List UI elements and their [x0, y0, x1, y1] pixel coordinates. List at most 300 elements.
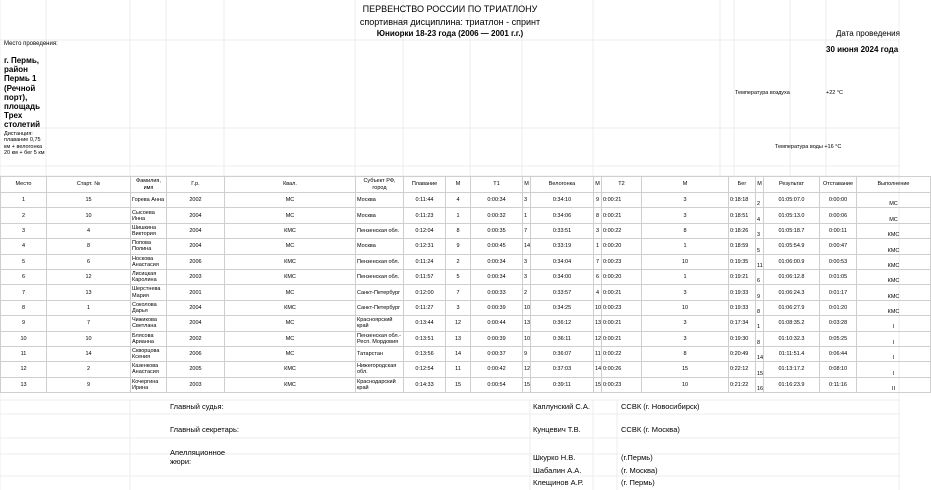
results-table [0, 176, 931, 393]
cell-swim-time: 0:14:33 [404, 377, 446, 392]
cell-gap-time: 0:06:44 [820, 346, 857, 361]
cell-rank-achieved: КМС [857, 239, 931, 254]
cell-bike-rank: 6 [594, 269, 602, 284]
cell-t1-time: 0:00:35 [471, 223, 523, 238]
table-row [1, 300, 931, 315]
discipline-subtitle: спортивная дисциплина: триатлон - спринт [359, 17, 541, 27]
table-row [1, 362, 931, 377]
cell-swim-time: 0:12:04 [404, 223, 446, 238]
cell-athlete-name: Соколова Дарья [131, 300, 167, 315]
cell-qualification: КМС [225, 300, 356, 315]
cell-birth-year: 2004 [167, 208, 225, 223]
cell-bike-rank: 11 [594, 346, 602, 361]
cell-swim-rank: 1 [446, 208, 471, 223]
cell-start-number: 10 [47, 331, 131, 346]
chief-judge-label: Главный судья: [170, 402, 224, 411]
cell-place: 7 [1, 285, 47, 300]
water-temp: Температура воды +16 °С [775, 144, 842, 150]
column-header-t2-time: Т2 [602, 177, 642, 193]
table-row [1, 331, 931, 346]
air-temp-value: +22 °С [826, 90, 844, 96]
cell-gap-time: 0:11:16 [820, 377, 857, 392]
cell-t2-rank: 3 [642, 193, 729, 208]
cell-t1-time: 0:00:34 [471, 254, 523, 269]
jury-member-city: (г. Москва) [621, 466, 658, 475]
cell-t1-rank: 7 [523, 223, 531, 238]
cell-rank-achieved: КМС [857, 254, 931, 269]
cell-qualification: КМС [225, 269, 356, 284]
cell-run-rank: 2 [756, 193, 764, 208]
cell-start-number: 10 [47, 208, 131, 223]
cell-bike-rank: 1 [594, 239, 602, 254]
table-header-row [1, 177, 931, 193]
cell-start-number: 2 [47, 362, 131, 377]
venue-name: г. Пермь, район Пермь 1 (Речной порт), площадь Трех столетий [4, 56, 41, 130]
cell-t2-time: 0:00:22 [602, 223, 642, 238]
chief-judge-category: ССВК (г. Новосибирск) [621, 402, 700, 411]
cell-run-rank: 1 [756, 316, 764, 331]
cell-athlete-name: Сысоева Инна [131, 208, 167, 223]
cell-region: Пензенская обл. [356, 269, 404, 284]
cell-swim-time: 0:11:27 [404, 300, 446, 315]
cell-swim-rank: 4 [446, 193, 471, 208]
cell-run-time: 0:21:22 [729, 377, 756, 392]
cell-birth-year: 2002 [167, 193, 225, 208]
cell-t1-time: 0:00:54 [471, 377, 523, 392]
cell-bike-time: 0:33:19 [531, 239, 594, 254]
cell-t2-time: 0:00:26 [602, 362, 642, 377]
cell-swim-rank: 3 [446, 300, 471, 315]
cell-run-time: 0:18:18 [729, 193, 756, 208]
cell-birth-year: 2002 [167, 331, 225, 346]
cell-birth-year: 2004 [167, 300, 225, 315]
distance-info: Дистанция: плавание 0,75 км + велогонка 20 км + бег 5 км [4, 131, 45, 156]
cell-t1-rank: 10 [523, 300, 531, 315]
cell-t1-rank: 9 [523, 346, 531, 361]
cell-result-time: 01:06:24.3 [764, 285, 820, 300]
cell-place: 10 [1, 331, 47, 346]
cell-t2-rank: 8 [642, 346, 729, 361]
cell-bike-time: 0:33:57 [531, 285, 594, 300]
cell-athlete-name: Попова Полина [131, 239, 167, 254]
cell-qualification: КМС [225, 254, 356, 269]
cell-swim-rank: 15 [446, 377, 471, 392]
cell-bike-rank: 15 [594, 377, 602, 392]
cell-t2-time: 0:00:21 [602, 193, 642, 208]
column-header-gap-time: Отставание [820, 177, 857, 193]
cell-swim-time: 0:11:44 [404, 193, 446, 208]
cell-run-time: 0:19:30 [729, 331, 756, 346]
cell-run-rank: 9 [756, 285, 764, 300]
cell-start-number: 6 [47, 254, 131, 269]
cell-run-time: 0:19:35 [729, 254, 756, 269]
cell-bike-rank: 13 [594, 316, 602, 331]
cell-rank-achieved: МС [857, 193, 931, 208]
cell-t1-rank: 3 [523, 193, 531, 208]
jury-label: Апелляционное жюри: [170, 448, 226, 466]
cell-result-time: 01:10:32.3 [764, 331, 820, 346]
cell-t2-rank: 3 [642, 331, 729, 346]
cell-qualification: МС [225, 193, 356, 208]
cell-rank-achieved: КМС [857, 223, 931, 238]
cell-run-time: 0:18:59 [729, 239, 756, 254]
cell-swim-time: 0:12:00 [404, 285, 446, 300]
cell-qualification: МС [225, 346, 356, 361]
cell-region: Санкт-Петербург [356, 285, 404, 300]
cell-bike-rank: 9 [594, 193, 602, 208]
cell-qualification: МС [225, 316, 356, 331]
cell-result-time: 01:05:13.0 [764, 208, 820, 223]
cell-t2-time: 0:00:22 [602, 346, 642, 361]
cell-start-number: 15 [47, 193, 131, 208]
cell-swim-rank: 13 [446, 331, 471, 346]
cell-bike-time: 0:36:11 [531, 331, 594, 346]
cell-bike-time: 0:34:10 [531, 193, 594, 208]
cell-athlete-name: Шерстнева Мария [131, 285, 167, 300]
cell-birth-year: 2003 [167, 377, 225, 392]
table-body [1, 193, 931, 393]
cell-t2-rank: 10 [642, 377, 729, 392]
cell-result-time: 01:11:51.4 [764, 346, 820, 361]
cell-t2-rank: 15 [642, 362, 729, 377]
column-header-t1-time: Т1 [471, 177, 523, 193]
cell-t1-time: 0:00:45 [471, 239, 523, 254]
cell-run-time: 0:19:33 [729, 300, 756, 315]
cell-swim-time: 0:13:44 [404, 316, 446, 331]
cell-t1-rank: 15 [523, 377, 531, 392]
table-row [1, 223, 931, 238]
jury-member-city: (г. Пермь) [621, 478, 655, 487]
cell-gap-time: 0:01:20 [820, 300, 857, 315]
cell-place: 9 [1, 316, 47, 331]
cell-run-rank: 14 [756, 346, 764, 361]
jury-member-name: Клещинов А.Р. [533, 478, 584, 487]
cell-qualification: КМС [225, 377, 356, 392]
cell-gap-time: 0:08:10 [820, 362, 857, 377]
cell-result-time: 01:08:35.2 [764, 316, 820, 331]
cell-bike-time: 0:36:12 [531, 316, 594, 331]
cell-place: 2 [1, 208, 47, 223]
cell-bike-time: 0:36:07 [531, 346, 594, 361]
cell-t1-time: 0:00:34 [471, 269, 523, 284]
cell-rank-achieved: КМС [857, 300, 931, 315]
table-row [1, 285, 931, 300]
cell-run-time: 0:22:12 [729, 362, 756, 377]
cell-athlete-name: Скворцова Ксения [131, 346, 167, 361]
cell-region: Пензенская обл. [356, 223, 404, 238]
cell-t1-time: 0:00:39 [471, 331, 523, 346]
cell-gap-time: 0:00:47 [820, 239, 857, 254]
cell-t2-time: 0:00:23 [602, 254, 642, 269]
cell-athlete-name: Казенкова Анастасия [131, 362, 167, 377]
cell-region: Пензенская обл. [356, 254, 404, 269]
cell-t2-rank: 1 [642, 239, 729, 254]
cell-swim-time: 0:12:31 [404, 239, 446, 254]
cell-run-rank: 6 [756, 269, 764, 284]
cell-rank-achieved: КМС [857, 269, 931, 284]
cell-t1-rank: 13 [523, 316, 531, 331]
cell-qualification: КМС [225, 223, 356, 238]
cell-start-number: 9 [47, 377, 131, 392]
column-header-qualification: Квал. [225, 177, 356, 193]
cell-swim-time: 0:12:54 [404, 362, 446, 377]
cell-t2-rank: 10 [642, 254, 729, 269]
chief-secretary-category: ССВК (г. Москва) [621, 425, 680, 434]
chief-secretary-label: Главный секретарь: [170, 425, 239, 434]
cell-result-time: 01:05:18.7 [764, 223, 820, 238]
cell-t1-rank: 3 [523, 254, 531, 269]
page-title: ПЕРВЕНСТВО РОССИИ ПО ТРИАТЛОНУ [362, 4, 538, 14]
column-header-result-time: Результат [764, 177, 820, 193]
cell-place: 5 [1, 254, 47, 269]
cell-birth-year: 2004 [167, 223, 225, 238]
cell-bike-rank: 7 [594, 254, 602, 269]
cell-t2-time: 0:00:21 [602, 331, 642, 346]
cell-swim-rank: 14 [446, 346, 471, 361]
cell-t1-rank: 3 [523, 269, 531, 284]
air-temp-label: Температура воздуха [735, 90, 790, 96]
cell-place: 4 [1, 239, 47, 254]
cell-run-time: 0:18:26 [729, 223, 756, 238]
cell-swim-time: 0:11:57 [404, 269, 446, 284]
cell-gap-time: 0:00:00 [820, 193, 857, 208]
cell-t1-time: 0:00:32 [471, 208, 523, 223]
cell-rank-achieved: I [857, 331, 931, 346]
cell-region: Нижегородская обл. [356, 362, 404, 377]
cell-swim-time: 0:11:24 [404, 254, 446, 269]
column-header-start-number: Старт. № [47, 177, 131, 193]
column-header-bike-time: Велогонка [531, 177, 594, 193]
table-row [1, 208, 931, 223]
cell-start-number: 7 [47, 316, 131, 331]
table-row [1, 346, 931, 361]
cell-swim-rank: 8 [446, 223, 471, 238]
cell-t1-time: 0:00:33 [471, 285, 523, 300]
cell-t2-rank: 3 [642, 316, 729, 331]
cell-qualification: КМС [225, 362, 356, 377]
cell-t2-rank: 3 [642, 285, 729, 300]
cell-bike-rank: 10 [594, 300, 602, 315]
cell-bike-rank: 14 [594, 362, 602, 377]
cell-t1-time: 0:00:42 [471, 362, 523, 377]
column-header-t2-rank: М [642, 177, 729, 193]
cell-athlete-name: Кочергина Ирина [131, 377, 167, 392]
column-header-swim-time: Плавание [404, 177, 446, 193]
cell-gap-time: 0:05:25 [820, 331, 857, 346]
cell-run-rank: 11 [756, 254, 764, 269]
cell-bike-time: 0:39:11 [531, 377, 594, 392]
cell-run-rank: 3 [756, 223, 764, 238]
cell-t2-rank: 8 [642, 223, 729, 238]
cell-region: Пензенская обл.-Респ. Мордовия [356, 331, 404, 346]
cell-rank-achieved: МС [857, 208, 931, 223]
cell-result-time: 01:16:23.9 [764, 377, 820, 392]
cell-swim-time: 0:13:51 [404, 331, 446, 346]
column-header-swim-rank: М [446, 177, 471, 193]
cell-bike-time: 0:33:51 [531, 223, 594, 238]
cell-gap-time: 0:00:06 [820, 208, 857, 223]
column-header-athlete-name: Фамилия, имя [131, 177, 167, 193]
cell-qualification: МС [225, 285, 356, 300]
cell-start-number: 4 [47, 223, 131, 238]
cell-bike-rank: 3 [594, 223, 602, 238]
cell-bike-rank: 8 [594, 208, 602, 223]
cell-region: Красноярский край [356, 316, 404, 331]
cell-t1-rank: 1 [523, 208, 531, 223]
cell-run-time: 0:19:21 [729, 269, 756, 284]
cell-place: 8 [1, 300, 47, 315]
cell-t1-time: 0:00:39 [471, 300, 523, 315]
table-row [1, 316, 931, 331]
column-header-region: Субъект РФ, город [356, 177, 404, 193]
jury-member-name: Шкурко Н.В. [533, 453, 576, 462]
cell-athlete-name: Шишкина Виктория [131, 223, 167, 238]
column-header-run-time: Бег [729, 177, 756, 193]
cell-start-number: 1 [47, 300, 131, 315]
competition-date: 30 июня 2024 года [826, 45, 899, 54]
cell-athlete-name: Лисицкая Каролина [131, 269, 167, 284]
cell-birth-year: 2005 [167, 362, 225, 377]
cell-gap-time: 0:00:53 [820, 254, 857, 269]
table-row [1, 239, 931, 254]
cell-athlete-name: Блясова Арианна [131, 331, 167, 346]
cell-t2-rank: 3 [642, 208, 729, 223]
cell-region: Санкт-Петербург [356, 300, 404, 315]
cell-athlete-name: Горева Анна [131, 193, 167, 208]
cell-rank-achieved: I [857, 362, 931, 377]
cell-run-time: 0:20:49 [729, 346, 756, 361]
cell-rank-achieved: КМС [857, 285, 931, 300]
cell-result-time: 01:13:17.2 [764, 362, 820, 377]
cell-run-time: 0:19:33 [729, 285, 756, 300]
column-header-bike-rank: М [594, 177, 602, 193]
cell-qualification: МС [225, 208, 356, 223]
column-header-rank-achieved: Выполнение [857, 177, 931, 193]
cell-bike-time: 0:34:25 [531, 300, 594, 315]
cell-t1-rank: 10 [523, 331, 531, 346]
cell-t1-rank: 14 [523, 239, 531, 254]
cell-region: Татарстан [356, 346, 404, 361]
cell-swim-time: 0:13:56 [404, 346, 446, 361]
column-header-t1-rank: М [523, 177, 531, 193]
cell-start-number: 14 [47, 346, 131, 361]
cell-start-number: 12 [47, 269, 131, 284]
cell-gap-time: 0:00:11 [820, 223, 857, 238]
cell-rank-achieved: I [857, 316, 931, 331]
cell-region: Москва [356, 193, 404, 208]
cell-birth-year: 2003 [167, 269, 225, 284]
cell-t1-time: 0:00:44 [471, 316, 523, 331]
cell-t2-time: 0:00:21 [602, 316, 642, 331]
cell-region: Москва [356, 208, 404, 223]
cell-t1-time: 0:00:37 [471, 346, 523, 361]
cell-start-number: 13 [47, 285, 131, 300]
cell-birth-year: 2006 [167, 254, 225, 269]
cell-run-time: 0:18:51 [729, 208, 756, 223]
cell-place: 3 [1, 223, 47, 238]
cell-birth-year: 2004 [167, 239, 225, 254]
cell-place: 1 [1, 193, 47, 208]
cell-t2-time: 0:00:23 [602, 300, 642, 315]
cell-t2-rank: 10 [642, 300, 729, 315]
cell-bike-time: 0:34:06 [531, 208, 594, 223]
cell-place: 6 [1, 269, 47, 284]
cell-athlete-name: Чижикова Светлана [131, 316, 167, 331]
cell-bike-time: 0:37:03 [531, 362, 594, 377]
table-row [1, 269, 931, 284]
cell-t1-rank: 12 [523, 362, 531, 377]
age-group: Юниорки 18-23 года (2006 — 2001 г.г.) [376, 29, 524, 38]
cell-swim-rank: 5 [446, 269, 471, 284]
cell-result-time: 01:05:54.9 [764, 239, 820, 254]
cell-qualification: МС [225, 239, 356, 254]
cell-birth-year: 2001 [167, 285, 225, 300]
cell-result-time: 01:06:00.9 [764, 254, 820, 269]
cell-bike-rank: 12 [594, 331, 602, 346]
chief-judge-name: Каплунский С.А. [533, 402, 590, 411]
cell-result-time: 01:06:27.9 [764, 300, 820, 315]
cell-rank-achieved: II [857, 377, 931, 392]
cell-rank-achieved: I [857, 346, 931, 361]
cell-bike-rank: 4 [594, 285, 602, 300]
chief-secretary-name: Кунцевич Т.В. [533, 425, 581, 434]
cell-gap-time: 0:01:05 [820, 269, 857, 284]
cell-birth-year: 2004 [167, 316, 225, 331]
cell-place: 13 [1, 377, 47, 392]
cell-swim-time: 0:11:23 [404, 208, 446, 223]
cell-run-rank: 15 [756, 362, 764, 377]
cell-run-rank: 16 [756, 377, 764, 392]
cell-t2-time: 0:00:23 [602, 377, 642, 392]
column-header-birth-year: Г.р. [167, 177, 225, 193]
cell-t1-time: 0:00:34 [471, 193, 523, 208]
cell-start-number: 8 [47, 239, 131, 254]
cell-result-time: 01:05:07.0 [764, 193, 820, 208]
cell-run-rank: 8 [756, 331, 764, 346]
table-row [1, 193, 931, 208]
venue-label: Место проведения: [4, 41, 58, 47]
jury-member-name: Шабалин А.А. [533, 466, 582, 475]
cell-region: Москва [356, 239, 404, 254]
cell-swim-rank: 9 [446, 239, 471, 254]
cell-run-time: 0:17:34 [729, 316, 756, 331]
cell-t2-time: 0:00:21 [602, 285, 642, 300]
cell-t2-time: 0:00:20 [602, 269, 642, 284]
cell-swim-rank: 12 [446, 316, 471, 331]
date-label: Дата проведения [836, 29, 900, 38]
column-header-place: Место [1, 177, 47, 193]
cell-birth-year: 2006 [167, 346, 225, 361]
cell-t2-time: 0:00:21 [602, 208, 642, 223]
table-row [1, 377, 931, 392]
cell-swim-rank: 11 [446, 362, 471, 377]
cell-bike-time: 0:34:00 [531, 269, 594, 284]
cell-t2-rank: 1 [642, 269, 729, 284]
cell-result-time: 01:06:12.8 [764, 269, 820, 284]
cell-qualification: МС [225, 331, 356, 346]
cell-run-rank: 5 [756, 239, 764, 254]
cell-gap-time: 0:01:17 [820, 285, 857, 300]
cell-bike-time: 0:34:04 [531, 254, 594, 269]
cell-t1-rank: 2 [523, 285, 531, 300]
jury-member-city: (г.Пермь) [621, 453, 653, 462]
table-row [1, 254, 931, 269]
cell-swim-rank: 2 [446, 254, 471, 269]
cell-run-rank: 4 [756, 208, 764, 223]
cell-t2-time: 0:00:20 [602, 239, 642, 254]
cell-place: 12 [1, 362, 47, 377]
cell-run-rank: 8 [756, 300, 764, 315]
